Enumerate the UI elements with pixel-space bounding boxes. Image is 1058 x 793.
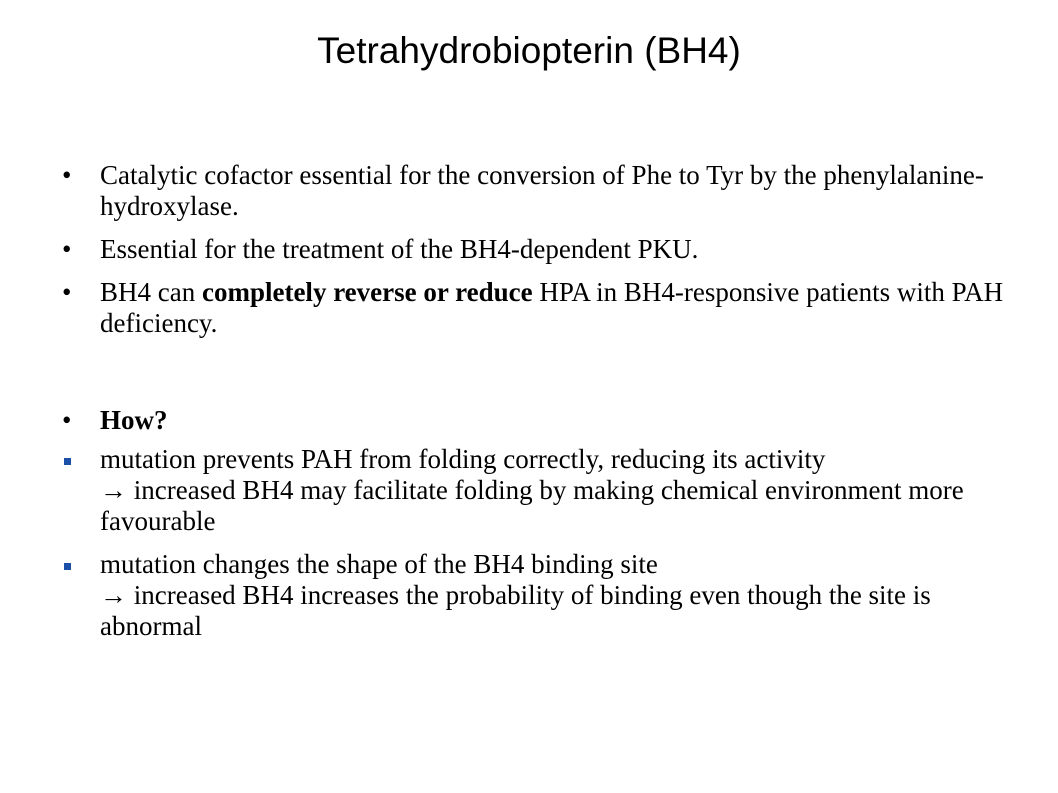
bullet-heading: How? xyxy=(100,405,168,435)
bullet-marker: • xyxy=(62,160,72,190)
bullet-item xyxy=(62,277,1022,339)
square-bullet-icon xyxy=(64,458,71,465)
bullet-item xyxy=(62,405,1022,436)
bullet-marker: • xyxy=(62,277,72,307)
sub-bullet-line: mutation changes the shape of the BH4 binding site xyxy=(100,549,658,579)
slide-content xyxy=(62,160,1022,642)
bullet-item xyxy=(62,234,1022,265)
bullet-text-prefix: BH4 can xyxy=(100,277,202,307)
slide-title: Tetrahydrobiopterin (BH4) xyxy=(317,30,741,71)
bullet-text: Essential for the treatment of the BH4-dependent PKU. xyxy=(100,234,699,264)
bullet-text-suffix: HPA in BH4-responsive patients with PAH deficiency. xyxy=(100,277,1004,338)
bullet-marker: • xyxy=(62,405,72,435)
sub-bullet-item xyxy=(62,444,1022,537)
square-bullet-icon xyxy=(64,563,71,570)
sub-bullet-line: → increased BH4 increases the probability of binding even though the site is abnormal xyxy=(100,580,931,641)
bullet-marker: • xyxy=(62,234,72,264)
bullet-item xyxy=(62,160,1022,222)
sub-bullet-line: mutation prevents PAH from folding correctly, reducing its activity xyxy=(100,444,826,474)
bullet-text: Catalytic cofactor essential for the conversion of Phe to Tyr by the phenylalanine-hydroxylase. xyxy=(100,160,984,221)
sub-bullet-line: → increased BH4 may facilitate folding by making chemical environment more favourable xyxy=(100,475,964,536)
bullet-text-emphasis: completely reverse or reduce xyxy=(201,277,533,307)
sub-bullet-item xyxy=(62,549,1022,642)
